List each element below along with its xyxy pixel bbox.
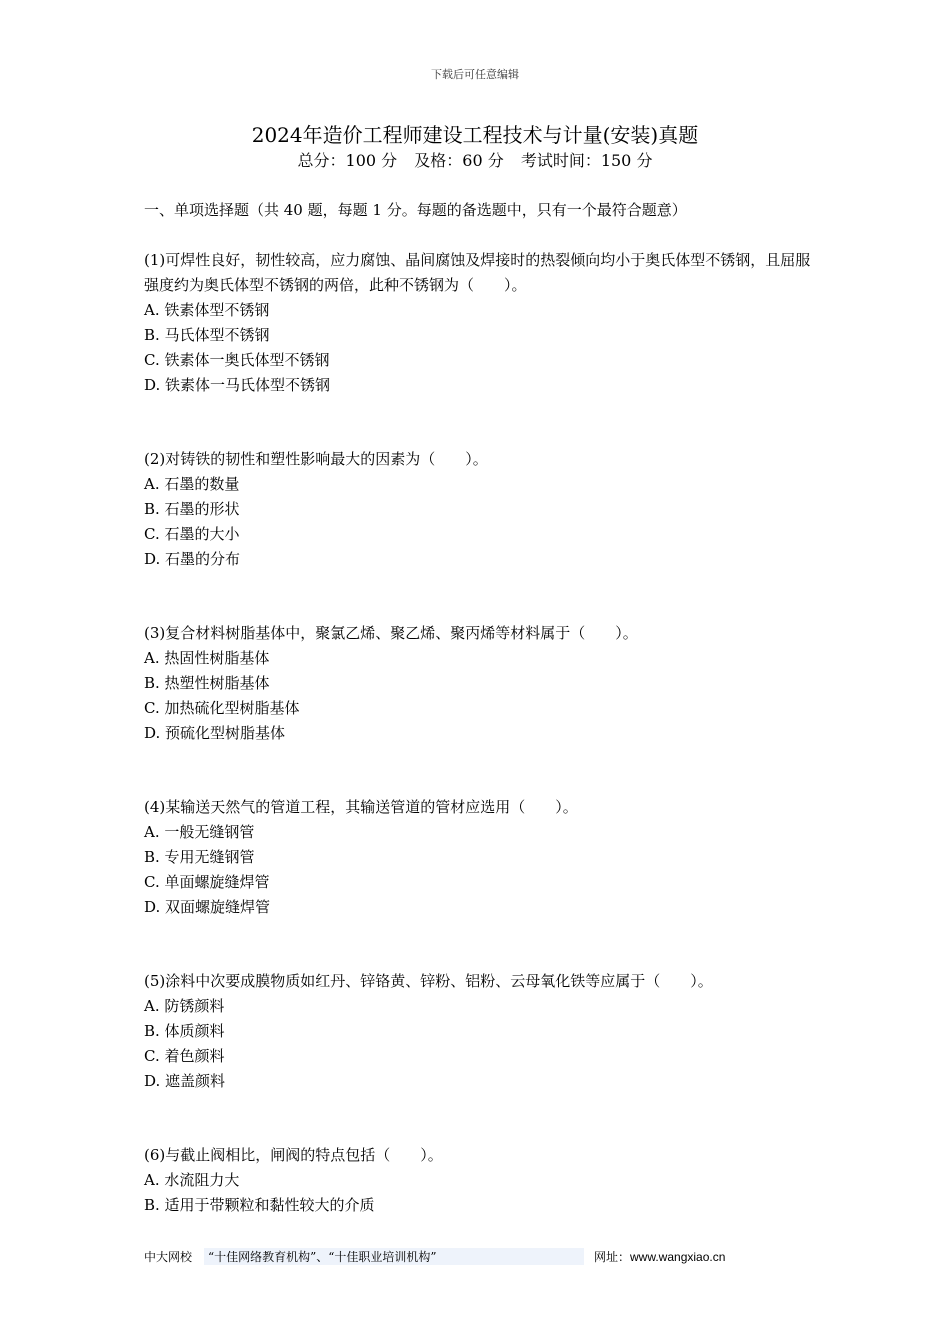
question-2	[144, 447, 824, 572]
exam-info	[0, 148, 950, 174]
option-a: A. 防锈颜料	[144, 997, 225, 1015]
option-a: A. 热固性树脂基体	[144, 649, 270, 667]
option-d: D. 预硫化型树脂基体	[144, 724, 286, 742]
question-stem: (5)涂料中次要成膜物质如红丹、锌铬黄、锌粉、铝粉、云母氧化铁等应属于（ ）。	[144, 972, 713, 990]
document-title: 2024年造价工程师建设工程技术与计量(安装)真题	[251, 123, 699, 147]
question-stem: (6)与截止阀相比，闸阀的特点包括（ ）。	[144, 1146, 443, 1164]
option-b: B. 专用无缝钢管	[144, 848, 255, 866]
option-c: C. 着色颜料	[144, 1047, 225, 1065]
page-header-note: 下载后可任意编辑	[431, 68, 519, 81]
question-3	[144, 621, 824, 746]
total-score: 总分：100 分	[297, 151, 398, 170]
option-b: B. 马氏体型不锈钢	[144, 326, 270, 344]
option-b: B. 热塑性树脂基体	[144, 674, 270, 692]
document-body	[144, 198, 824, 1267]
option-a: A. 水流阻力大	[144, 1171, 240, 1189]
option-a: A. 石墨的数量	[144, 475, 240, 493]
title-block	[0, 122, 950, 174]
option-b: B. 适用于带颗粒和黏性较大的介质	[144, 1196, 375, 1214]
question-4	[144, 795, 824, 920]
question-stem: (3)复合材料树脂基体中，聚氯乙烯、聚乙烯、聚丙烯等材料属于（ ）。	[144, 624, 638, 642]
exam-time: 考试时间：150 分	[520, 151, 653, 170]
question-stem: (2)对铸铁的韧性和塑性影响最大的因素为（ ）。	[144, 450, 488, 468]
option-c: C. 石墨的大小	[144, 525, 240, 543]
question-stem: (4)某输送天然气的管道工程，其输送管道的管材应选用（ ）。	[144, 798, 578, 816]
option-d: D. 遮盖颜料	[144, 1072, 226, 1090]
question-1	[144, 248, 824, 398]
page-footer	[144, 1248, 744, 1265]
option-b: B. 石墨的形状	[144, 500, 240, 518]
option-a: A. 铁素体型不锈钢	[144, 301, 270, 319]
option-d: D. 石墨的分布	[144, 550, 241, 568]
option-b: B. 体质颜料	[144, 1022, 225, 1040]
option-c: C. 单面螺旋缝焊管	[144, 873, 270, 891]
question-5	[144, 969, 824, 1094]
footer-website[interactable]: 网址：www.wangxiao.cn	[594, 1250, 726, 1264]
section-heading: 一、单项选择题（共 40 题，每题 1 分。每题的备选题中，只有一个最符合题意）	[144, 201, 687, 219]
question-stem: (1)可焊性良好，韧性较高，应力腐蚀、晶间腐蚀及焊接时的热裂倾向均小于奥氏体型不锈钢，且屈服强度约为奥氏体型不锈钢的两倍，此种不锈钢为（ ）。	[144, 251, 811, 294]
option-a: A. 一般无缝钢管	[144, 823, 255, 841]
footer-brand: 中大网校	[144, 1250, 193, 1264]
option-c: C. 铁素体一奥氏体型不锈钢	[144, 351, 330, 369]
option-d: D. 双面螺旋缝焊管	[144, 898, 271, 916]
footer-slogan: “十佳网络教育机构”、“十佳职业培训机构”	[204, 1248, 584, 1265]
option-c: C. 加热硫化型树脂基体	[144, 699, 300, 717]
question-6	[144, 1143, 824, 1218]
pass-score: 及格：60 分	[414, 151, 504, 170]
option-d: D. 铁素体一马氏体型不锈钢	[144, 376, 331, 394]
